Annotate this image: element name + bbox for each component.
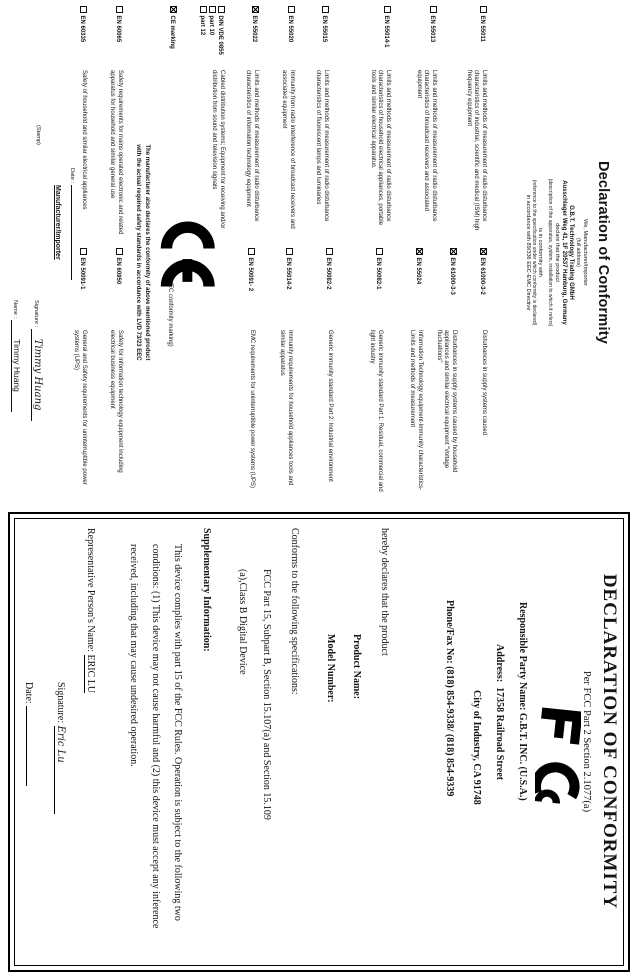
date-blank-line	[71, 185, 79, 280]
standard-desc: Limits and methods of measurement of radio disturbance characteristics of household electrical appliances, portable tools and similar electrical apparatus.	[370, 70, 391, 226]
standard-desc: Generic immunity standard Part 1: Residual, commercial and light industry	[369, 330, 383, 492]
phone-label: Phone/Fax No:	[444, 600, 455, 664]
standard-desc: Safety requirements for mains operated electronic and related apparatus for household and similar general use	[109, 70, 123, 235]
standard-code: EN 50091- 2	[247, 257, 253, 292]
standard-code: EN 60950	[115, 257, 121, 285]
checkbox-icon	[417, 248, 424, 255]
standard-desc: Limits and methods of measurement of radio disturbance characteristics of broadcast receivers and associated equipment	[416, 70, 437, 222]
address-label: Address:	[494, 644, 505, 683]
checkbox-icon	[481, 248, 488, 255]
eu-directive-line: in accordance with 89/336 EEC-EMC Directive	[525, 194, 532, 311]
signature-label: Signature :	[33, 300, 39, 328]
product-name-label: Product Name:	[351, 634, 362, 700]
standard-desc: Information Technology equipment-Immunity characteristics-Limits and methods of measurement	[409, 330, 423, 490]
checkbox-icon	[327, 248, 334, 255]
checkbox-icon	[289, 6, 296, 13]
standard-code: EN 55013	[429, 15, 435, 43]
standard-code: EN 50082-1	[375, 257, 381, 290]
conforms-line: Conforms to the following specifications:	[289, 528, 300, 695]
responsible-party-label: Responsible Party Name:	[517, 602, 528, 711]
eu-declare-line: declare that the product	[554, 223, 560, 282]
standard-code: EN 55014-1	[383, 15, 389, 48]
checkbox-icon	[249, 248, 256, 255]
eu-reference-note: (reference to the specification under which conformity is declared)	[531, 179, 538, 326]
checkbox-icon	[287, 248, 294, 255]
signature-row	[31, 300, 43, 421]
checkbox-icon	[481, 6, 488, 13]
standard-desc: Immunity from radio interference of broadcast receivers and associated equipment	[281, 70, 295, 229]
standard-code: EN 55014-2	[285, 257, 291, 290]
signature-handwriting: Timmy Huang	[32, 338, 43, 411]
safety-declaration-line1: The manufacturer also declares the conformity of above mentioned product	[144, 144, 150, 361]
standard-code: EN 50091-1	[79, 257, 85, 290]
name-value: Timmy Huang	[12, 339, 22, 392]
standard-desc: Disturbances in supply systems caused	[481, 330, 487, 436]
responsible-party-row	[517, 602, 528, 801]
fcc-logo	[535, 699, 581, 821]
fcc-date-blank-line	[26, 706, 38, 786]
standard-desc: Limits and methods of measurement of radio disturbance characteristics of fluorescent lamps and luminaries	[315, 70, 329, 222]
fcc-declaration-certificate	[8, 512, 630, 972]
checkbox-icon	[117, 6, 124, 13]
checkbox-icon	[219, 6, 226, 13]
checkbox-icon	[385, 6, 392, 13]
hereby-line: hereby declares that the product	[379, 528, 390, 656]
name-label: Name :	[12, 300, 18, 319]
checkbox-icon	[210, 6, 217, 13]
standard-desc: Safety for information technology equipment including electrical business equipment	[109, 330, 123, 473]
standard-code: EN 55011	[479, 15, 485, 42]
supplementary-text: This device complies with part 15 of the FCC Rules. Operation is subject to the following two conditions: (1) This device may not cause harmful and (2) this device must accept any inference received, including that may cause undesired operation.	[128, 544, 183, 929]
standard-code: EN 50082-2	[325, 257, 331, 290]
checkbox-icon	[431, 6, 438, 13]
supplementary-heading: Supplementary Information:	[201, 528, 212, 652]
standard-code: EN 61000-3-2	[479, 257, 485, 295]
address-row	[494, 644, 505, 780]
standard-code: EN 55022	[251, 15, 257, 43]
eu-we-line: We, Manufacturer/Importer	[582, 219, 588, 286]
fcc-signature-row	[54, 682, 66, 814]
city-row: City of Industry, CA 91748	[471, 690, 482, 805]
checkbox-icon	[377, 248, 384, 255]
standard-code-part: part 12	[199, 15, 205, 36]
representative-row	[85, 528, 96, 693]
ec-conformity-note: (EC conformity marking)	[167, 282, 173, 347]
checkbox-icon	[323, 6, 330, 13]
stamp-label: (Stamp)	[35, 125, 41, 145]
responsible-party-value: G.B.T. INC. (U.S.A.)	[517, 712, 528, 801]
checkbox-icon	[201, 6, 208, 13]
standard-desc: Safety of household and similar electrical appliances	[81, 70, 87, 210]
safety-declaration-line2: with the actual required safety standards in accordance with LVD 73/23 EEC	[135, 144, 141, 361]
representative-value: ERIC LU	[85, 654, 96, 694]
standard-desc: Limits and methods of measurement of radio disturbance characteristics of information technology equipment	[245, 70, 259, 222]
eu-company: G.B.T. Technology Trading GMbH	[568, 205, 575, 300]
fcc-date-label: Date:	[23, 682, 34, 704]
date-label: Date :	[69, 168, 75, 183]
eu-company-address: Ausschlager Weg 41, 1F 20537 Hamburg, Germany	[561, 180, 567, 325]
standard-code: DIN VDE 0855	[217, 15, 223, 55]
eu-full-address-note: (full address)	[575, 238, 581, 267]
eu-conformity-line: is in conformity with	[537, 228, 544, 277]
inner-border	[14, 518, 624, 966]
checkbox-icon	[81, 248, 88, 255]
spec-line1: FCC Part 15, Subpart B, Section 15.107(a) and Section 15.109	[261, 569, 272, 820]
manufacturer-importer-heading: Manufacturer/Importer	[54, 185, 61, 260]
phone-value: (818) 854-9338/ (818) 854-9339	[444, 666, 455, 797]
phone-row	[444, 600, 455, 796]
eu-title: Declaration of Conformity	[595, 160, 611, 345]
standard-code: EN 55020	[287, 15, 293, 43]
name-row	[11, 300, 22, 412]
standard-desc: Disturbances in supply systems caused by household appliances and similar electrical equipment "Voltage fluctuations"	[436, 330, 457, 473]
standard-desc: Immunity requirements for household appliances tools and similar apparatus	[279, 330, 293, 486]
standard-code: EN 55024	[415, 257, 421, 285]
standard-code: EN 60065	[115, 15, 121, 43]
date-row	[69, 168, 79, 280]
checkbox-icon	[117, 248, 124, 255]
standard-desc: Limits and methods of measurement of radio disturbance characteristics of industrial, scientific and medical (ISM) high frequency equipment	[466, 70, 487, 231]
checkbox-icon	[171, 6, 178, 13]
standard-code-part: part 10	[208, 15, 214, 36]
fcc-signature-handwriting: Eric Lu	[54, 726, 66, 814]
checkbox-icon	[81, 6, 88, 13]
checkbox-icon	[451, 248, 458, 255]
standard-desc: EMC requirements for uninterruptible power systems (UPS)	[249, 330, 255, 489]
model-number-label: Model Number:	[325, 634, 336, 703]
fcc-signature-label: Signature:	[55, 682, 66, 724]
checkbox-icon	[253, 6, 260, 13]
fcc-title: DECLARATION OF CONFORMITY	[599, 573, 620, 910]
standard-code: EN 60335	[79, 15, 85, 43]
address-value: 17358 Railroad Street	[494, 687, 505, 781]
spec-line2: (a),Class B Digital Device	[237, 569, 248, 675]
standard-code: EN 61000-3-3	[449, 257, 455, 295]
fcc-certificate-region	[8, 512, 630, 972]
fcc-date-row	[23, 682, 38, 786]
standard-desc: Cabled distribution systems; Equipment for receiving and/or distribution from sound and television signals	[211, 70, 225, 229]
representative-label: Representative Person's Name:	[85, 528, 96, 652]
fcc-subtitle: Per FCC Part 2 Section 2.1077(a)	[581, 670, 592, 813]
ce-marking-label: CE marking	[169, 15, 175, 49]
ce-logo	[157, 215, 217, 291]
standard-desc: Generic immunity standard Part 2: Industrial environment	[327, 330, 333, 482]
eu-description-note: (description of the apparatus, system, installation to which it refers)	[547, 178, 554, 327]
standard-code: EN 55015	[321, 15, 327, 43]
standard-desc: General and Safety requirements for uninterruptible power systems (UPS)	[73, 330, 87, 485]
